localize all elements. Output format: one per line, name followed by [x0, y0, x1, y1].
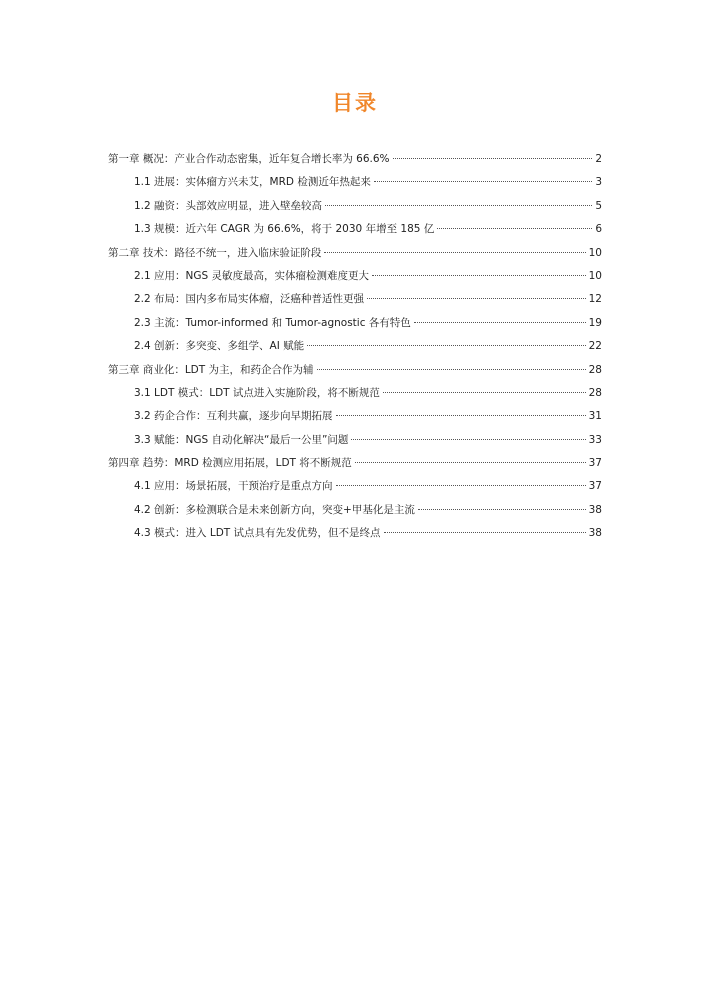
- toc-page-number: 28: [588, 363, 602, 376]
- toc-page-number: 38: [588, 527, 602, 540]
- toc-section-entry[interactable]: [108, 312, 602, 335]
- toc-dot-leader: [384, 532, 586, 533]
- toc-section-entry[interactable]: [108, 195, 602, 218]
- toc-dot-leader: [355, 462, 586, 463]
- toc-entry-text: 3.1 LDT 模式：LDT 试点进入实施阶段，将不断规范: [134, 386, 380, 399]
- toc-entry-text: 2.3 主流：Tumor-informed 和 Tumor-agnostic 各有特色: [134, 316, 411, 329]
- toc-chapter-entry[interactable]: [108, 148, 602, 171]
- toc-dot-leader: [414, 322, 586, 323]
- toc-section-entry[interactable]: [108, 382, 602, 405]
- toc-page-number: 10: [588, 246, 602, 259]
- toc-list: [108, 148, 602, 546]
- toc-page-number: 31: [588, 410, 602, 423]
- toc-page-number: 37: [588, 480, 602, 493]
- toc-page-number: 12: [588, 293, 602, 306]
- toc-section-entry[interactable]: [108, 522, 602, 545]
- toc-dot-leader: [437, 228, 592, 229]
- toc-entry-text: 2.2 布局：国内多布局实体瘤，泛癌种普适性更强: [134, 293, 365, 306]
- toc-section-entry[interactable]: [108, 429, 602, 452]
- toc-dot-leader: [336, 485, 586, 486]
- toc-dot-leader: [307, 345, 585, 346]
- toc-dot-leader: [383, 392, 586, 393]
- toc-section-entry[interactable]: [108, 288, 602, 311]
- toc-dot-leader: [372, 275, 586, 276]
- toc-entry-text: 1.3 规模：近六年 CAGR 为 66.6%，将于 2030 年增至 185 亿: [134, 223, 435, 236]
- toc-entry-text: 第一章 概况：产业合作动态密集，近年复合增长率为 66.6%: [108, 153, 390, 165]
- toc-dot-leader: [393, 158, 593, 159]
- toc-entry-text: 2.1 应用：NGS 灵敏度最高，实体瘤检测难度更大: [134, 269, 370, 282]
- toc-page-number: 2: [595, 153, 602, 165]
- toc-section-entry[interactable]: [108, 475, 602, 498]
- toc-entry-text: 第四章 趋势：MRD 检测应用拓展，LDT 将不断规范: [108, 457, 352, 470]
- toc-entry-text: 1.2 融资：头部效应明显，进入壁垒较高: [134, 199, 323, 212]
- toc-entry-text: 2.4 创新：多突变、多组学、AI 赋能: [134, 340, 305, 353]
- toc-entry-text: 4.3 模式：进入 LDT 试点具有先发优势，但不是终点: [134, 527, 381, 540]
- toc-page-number: 3: [595, 176, 602, 189]
- toc-page-number: 28: [588, 386, 602, 399]
- toc-section-entry[interactable]: [108, 171, 602, 194]
- toc-dot-leader: [325, 205, 592, 206]
- toc-title: 目录: [332, 91, 378, 115]
- toc-section-entry[interactable]: [108, 405, 602, 428]
- toc-dot-leader: [336, 415, 586, 416]
- toc-page-number: 6: [595, 223, 602, 236]
- toc-chapter-entry[interactable]: [108, 242, 602, 265]
- toc-section-entry[interactable]: [108, 335, 602, 358]
- toc-page-number: 33: [588, 433, 602, 446]
- toc-dot-leader: [324, 252, 585, 253]
- toc-page-number: 38: [588, 503, 602, 516]
- toc-section-entry[interactable]: [108, 218, 602, 241]
- toc-entry-text: 4.2 创新：多检测联合是未来创新方向，突变+甲基化是主流: [134, 503, 415, 516]
- toc-section-entry[interactable]: [108, 499, 602, 522]
- toc-page-number: 19: [588, 316, 602, 329]
- toc-dot-leader: [374, 181, 592, 182]
- toc-chapter-entry[interactable]: [108, 452, 602, 475]
- toc-section-entry[interactable]: [108, 265, 602, 288]
- toc-dot-leader: [367, 298, 586, 299]
- toc-entry-text: 1.1 进展：实体瘤方兴未艾，MRD 检测近年热起来: [134, 176, 371, 189]
- toc-entry-text: 第二章 技术：路径不统一，进入临床验证阶段: [108, 246, 322, 259]
- toc-page-number: 10: [588, 269, 602, 282]
- toc-page-number: 37: [588, 457, 602, 470]
- toc-chapter-entry[interactable]: [108, 359, 602, 382]
- toc-dot-leader: [418, 509, 586, 510]
- toc-dot-leader: [351, 439, 585, 440]
- toc-entry-text: 第三章 商业化：LDT 为主，和药企合作为辅: [108, 363, 314, 376]
- toc-entry-text: 4.1 应用：场景拓展，干预治疗是重点方向: [134, 480, 333, 493]
- toc-page-number: 5: [595, 199, 602, 212]
- toc-dot-leader: [317, 369, 586, 370]
- toc-entry-text: 3.2 药企合作：互利共赢，逐步向早期拓展: [134, 410, 333, 423]
- toc-entry-text: 3.3 赋能：NGS 自动化解决“最后一公里”问题: [134, 433, 349, 446]
- toc-page-number: 22: [588, 340, 602, 353]
